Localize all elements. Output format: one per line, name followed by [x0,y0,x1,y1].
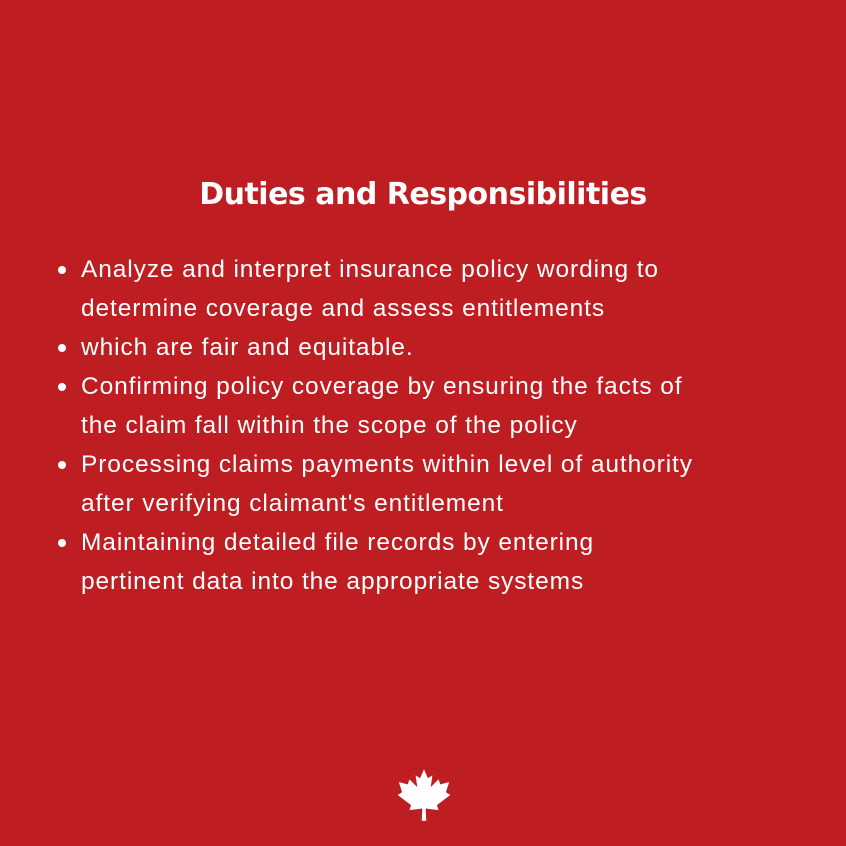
list-item-line: Maintaining detailed file records by entering [81,529,595,556]
list-item [50,445,820,523]
list-item [50,367,820,445]
list-item-line: Confirming policy coverage by ensuring the facts of [81,373,683,400]
list-item-line: after verifying claimant's entitlement [81,490,504,517]
page-title: Duties and Responsibilities [199,177,647,212]
bullet-icon [58,266,66,274]
list-item-line: which are fair and equitable. [81,334,414,361]
list-item-line: Processing claims payments within level of authority [81,451,693,478]
duties-list [50,250,820,601]
list-item-line: pertinent data into the appropriate systems [81,568,585,595]
list-item [50,250,820,328]
list-item-line: Analyze and interpret insurance policy wording to [81,256,659,283]
list-item [50,328,820,367]
maple-leaf-icon [395,767,453,823]
bullet-icon [58,461,66,469]
bullet-icon [58,344,66,352]
bullet-icon [58,539,66,547]
bullet-icon [58,383,66,391]
list-item-line: the claim fall within the scope of the policy [81,412,578,439]
list-item-line: determine coverage and assess entitlements [81,295,605,322]
list-item [50,523,820,601]
